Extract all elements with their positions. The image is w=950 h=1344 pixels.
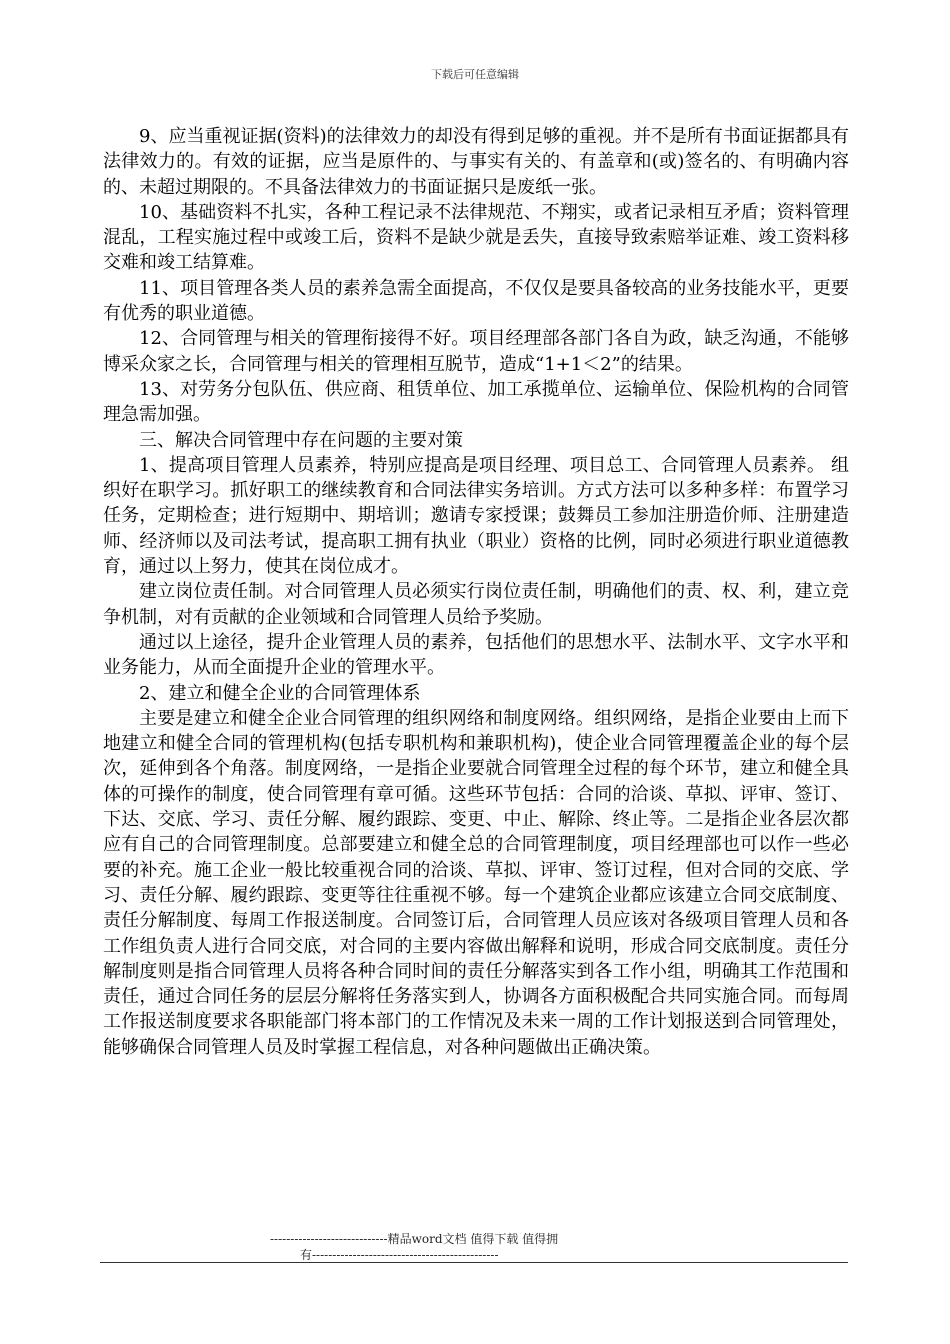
subsection-heading: 2、建立和健全企业的合同管理体系 xyxy=(139,682,421,704)
paragraph: 13、对劳务分包队伍、供应商、租赁单位、加工承揽单位、运输单位、保险机构的合同管理急需加强。 xyxy=(103,378,849,426)
section-heading: 三、解决合同管理中存在问题的主要对策 xyxy=(139,429,463,451)
paragraph: 主要是建立和健全企业合同管理的组织网络和制度网络。组织网络，是指企业要由上而下地建立和健全合同的管理机构(包括专职机构和兼职机构)，使企业合同管理覆盖企业的每个层次，延伸到各个角落。制度网络，一是指企业要就合同管理全过程的每个环节，建立和健全具体的可操作的制度，使合同管理有章可循。这些环节包括：合同的洽谈、草拟、评审、签订、下达、交底、学习、责任分解、履约跟踪、变更、中止、解除、终止等。二是指企业各层次都应有自己的合同管理制度。总部要建立和健全总的合同管理制度，项目经理部也可以作一些必要的补充。施工企业一般比较重视合同的洽谈、草拟、评审、签订过程，但对合同的交底、学习、责任分解、履约跟踪、变更等往往重视不够。每一个建筑企业都应该建立合同交底制度、责任分解制度、每周工作报送制度。合同签订后，合同管理人员应该对各级项目管理人员和各工作组负责人进行合同交底，对合同的主要内容做出解释和说明，形成合同交底制度。责任分解制度则是指合同管理人员将各种合同时间的责任分解落实到各工作小组，明确其工作范围和责任，通过合同任务的层层分解将任务落实到人，协调各方面积极配合共同实施合同。而每周工作报送制度要求各职能部门将本部门的工作情况及未来一周的工作计划报送到合同管理处，能够确保合同管理人员及时掌握工程信息，对各种问题做出正确决策。 xyxy=(103,707,849,1058)
page-header: 下载后可任意编辑 xyxy=(431,68,519,81)
paragraph: 通过以上途径，提升企业管理人员的素养，包括他们的思想水平、法制水平、文字水平和业务能力，从而全面提升企业的管理水平。 xyxy=(103,631,849,679)
footer-divider xyxy=(100,1262,848,1263)
paragraph: 12、合同管理与相关的管理衔接得不好。项目经理部各部门各自为政，缺乏沟通，不能够博采众家之长，合同管理与相关的管理相互脱节，造成“1+1＜2”的结果。 xyxy=(103,328,849,375)
paragraph: 9、应当重视证据(资料)的法律效力的却没有得到足够的重视。并不是所有书面证据都具有法律效力的。有效的证据，应当是原件的、与事实有关的、有盖章和(或)签名的、有明确内容的、未超过期限的。不具备法律效力的书面证据只是废纸一张。 xyxy=(103,126,849,198)
footer-text-line-2: 有---------------------------------------------- xyxy=(300,1248,499,1262)
paragraph: 11、项目管理各类人员的素养急需全面提高，不仅仅是要具备较高的业务技能水平，更要有优秀的职业道德。 xyxy=(103,277,849,325)
paragraph: 1、提高项目管理人员素养，特别应提高是项目经理、项目总工、合同管理人员素养。 组织好在职学习。抓好职工的继续教育和合同法律实务培训。方式方法可以多种多样：布置学习任务，定期检查；进行短期中、期培训；邀请专家授课；鼓舞员工参加注册造价师、注册建造师、经济师以及司法考试，提高职工拥有执业（职业）资格的比例，同时必须进行职业道德教育，通过以上努力，使其在岗位成才。 xyxy=(103,454,849,578)
paragraph: 建立岗位责任制。对合同管理人员必须实行岗位责任制，明确他们的责、权、利，建立竞争机制，对有贡献的企业领域和合同管理人员给予奖励。 xyxy=(103,581,849,628)
paragraph: 10、基础资料不扎实，各种工程记录不法律规范、不翔实，或者记录相互矛盾；资料管理混乱，工程实施过程中或竣工后，资料不是缺少就是丢失，直接导致索赔举证难、竣工资料移交难和竣工结算难。 xyxy=(103,201,849,274)
document-body xyxy=(103,124,849,1060)
footer-text-line-1: -----------------------------精品word文档 值得下载 值得拥 xyxy=(270,1232,559,1246)
